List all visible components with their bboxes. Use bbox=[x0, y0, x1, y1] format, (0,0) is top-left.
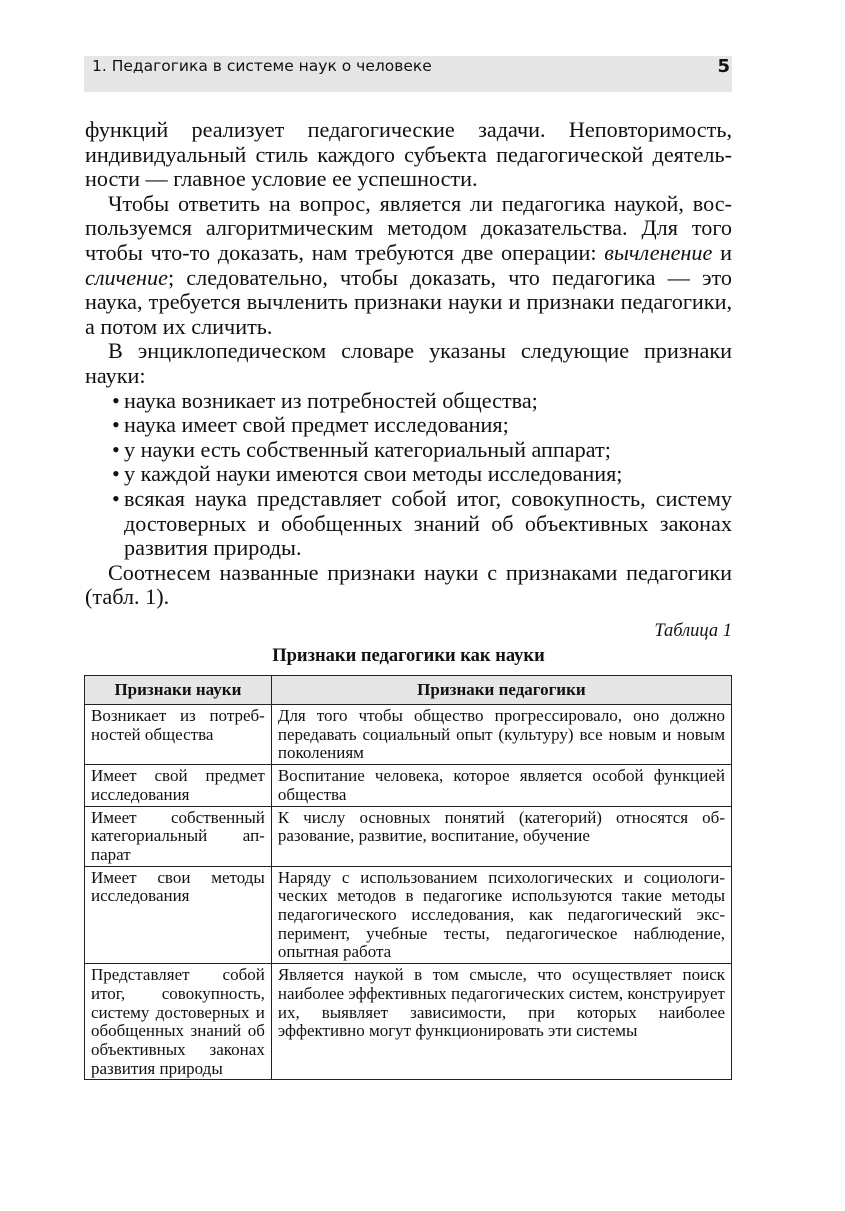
table-cell: Имеет собственный категориальный аппарат bbox=[85, 806, 272, 866]
table-cell: Для того чтобы общество прогрессировало, оно должно передавать социальный опыт (культуру) все новым и новым поколениям bbox=[271, 705, 731, 765]
running-header bbox=[84, 56, 732, 92]
list-item bbox=[85, 389, 732, 414]
paragraph-3: В энциклопедическом словаре указаны следующие признаки науки: bbox=[85, 338, 732, 388]
bullet-icon: • bbox=[112, 485, 120, 511]
paragraph-1: функций реализует педагогические задачи. Неповторимость, индивидуальный стиль каждого субъекта педагогической деятельности — главное условие ее успешности. bbox=[85, 117, 732, 192]
table-cell: Является наукой в том смысле, что осуществляет поиск наиболее эффективных педагогических систем, конструирует их, выявляет зависимости, при которых наиболее эффективно могут функционировать эти системы bbox=[271, 964, 731, 1080]
table-row bbox=[85, 866, 732, 964]
list-item-text: всякая наука представляет собой итог, совокупность, систему достоверных и обобщенных знаний об объективных законах развития природы. bbox=[124, 485, 732, 561]
bullet-icon: • bbox=[112, 412, 120, 438]
science-criteria-list bbox=[85, 389, 732, 561]
table-cell: Наряду с использованием психологических и социологических методов в педагогике используются такие методы педагогического исследования, как педагогический эксперимент, учебные тесты, педагогическое наблюдение, опытная работа bbox=[271, 866, 731, 964]
paragraph-2-text-b: и bbox=[712, 239, 732, 265]
table-header-row bbox=[85, 676, 732, 705]
list-item bbox=[85, 438, 732, 463]
page-number: 5 bbox=[717, 56, 730, 77]
table-cell: Имеет свои методы исследования bbox=[85, 866, 272, 964]
table-row bbox=[85, 964, 732, 1080]
criteria-table bbox=[84, 675, 732, 1080]
list-item bbox=[85, 413, 732, 438]
chapter-title: 1. Педагогика в системе наук о человеке bbox=[92, 57, 432, 75]
column-header-science: Признаки науки bbox=[85, 676, 272, 705]
table-title: Признаки педагогики как науки bbox=[272, 646, 545, 666]
column-header-pedagogy: Признаки педагогики bbox=[271, 676, 731, 705]
table-row bbox=[85, 765, 732, 806]
body-text bbox=[85, 118, 732, 610]
bullet-icon: • bbox=[112, 387, 120, 413]
list-item-text: у науки есть собственный категориальный аппарат; bbox=[124, 436, 611, 462]
table-cell: К числу основных понятий (категорий) относятся образование, развитие, воспитание, обучение bbox=[271, 806, 731, 866]
term-comparison: сличение bbox=[85, 264, 168, 290]
table-cell: Имеет свой предмет исследования bbox=[85, 765, 272, 806]
list-item-text: у каждой науки имеются свои методы исследования; bbox=[124, 461, 623, 487]
paragraph-2-text-a: Чтобы ответить на вопрос, является ли педагогика наукой, воспользуемся алгоритмическим методом доказательства. Для того чтобы что-то доказать, нам требуются две операции: bbox=[85, 190, 732, 265]
list-item bbox=[85, 462, 732, 487]
term-isolation: вычленение bbox=[604, 239, 713, 265]
list-item-text: наука возникает из потребностей общества; bbox=[124, 387, 538, 413]
paragraph-4: Соотнесем названные признаки науки с признаками педагогики (табл. 1). bbox=[85, 559, 732, 610]
table-cell: Представляет собой итог, совокупность, систему достоверных и обобщенных знаний об объективных законах развития природы bbox=[85, 964, 272, 1080]
paragraph-2-text-c: ; следовательно, чтобы доказать, что педагогика — это наука, требуется вычленить признаки науки и признаки педагогики, а потом их сличить. bbox=[85, 264, 732, 339]
table-cell: Воспитание человека, которое является особой функцией общества bbox=[271, 765, 731, 806]
bullet-icon: • bbox=[112, 436, 120, 462]
table-row bbox=[85, 705, 732, 765]
list-item-text: наука имеет свой предмет исследования; bbox=[124, 412, 509, 438]
list-item bbox=[85, 487, 732, 561]
table-row bbox=[85, 806, 732, 866]
table-caption: Таблица 1 bbox=[654, 621, 732, 641]
table-cell: Возникает из потребностей общества bbox=[85, 705, 272, 765]
paragraph-2 bbox=[85, 192, 732, 340]
bullet-icon: • bbox=[112, 461, 120, 487]
